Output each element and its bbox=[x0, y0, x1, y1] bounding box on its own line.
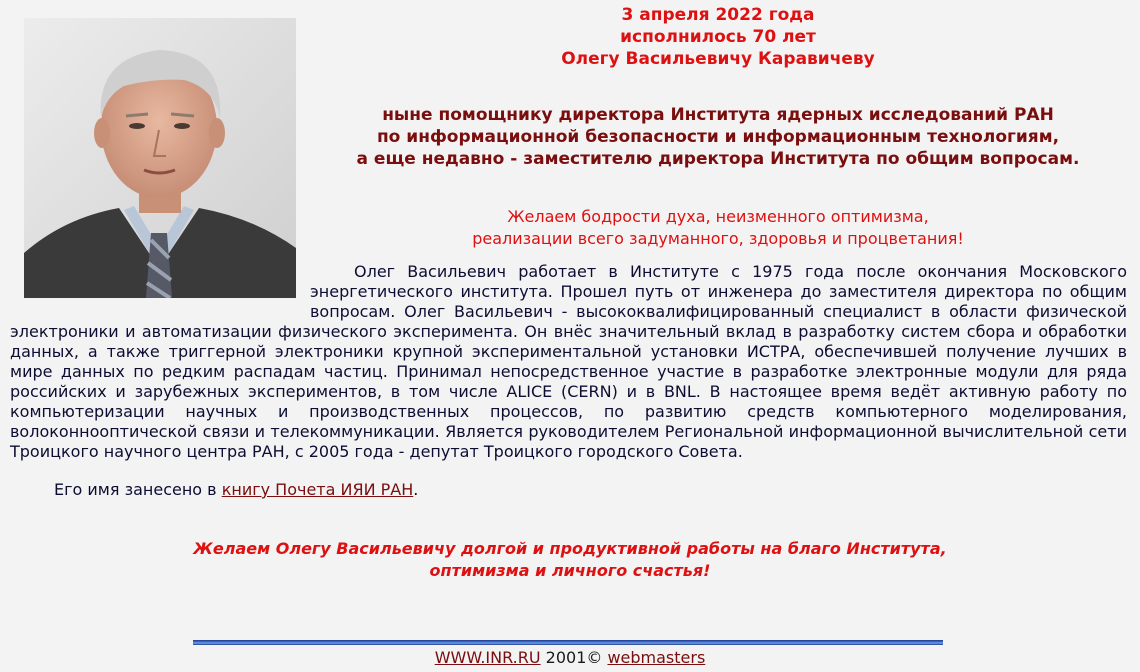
position-line-1: ныне помощнику директора Института ядерных исследований РАН bbox=[382, 105, 1054, 125]
footer bbox=[0, 648, 1140, 668]
copyright-text: 2001© bbox=[540, 648, 608, 667]
position-block bbox=[310, 104, 1126, 170]
portrait-illustration bbox=[24, 18, 296, 298]
site-link[interactable]: WWW.INR.RU bbox=[434, 648, 541, 667]
portrait-photo bbox=[24, 18, 296, 298]
final-wish-line-2: оптимизма и личного счастья! bbox=[429, 561, 711, 580]
final-wish bbox=[0, 538, 1140, 582]
webmasters-link[interactable]: webmasters bbox=[607, 648, 706, 667]
position-line-3: а еще недавно - заместителю директора Института по общим вопросам. bbox=[356, 149, 1080, 169]
heading-date: 3 апреля 2022 года bbox=[621, 5, 815, 25]
honor-book-link[interactable]: книгу Почета ИЯИ РАН bbox=[221, 480, 414, 499]
anniversary-heading bbox=[310, 4, 1126, 70]
biography bbox=[10, 262, 1127, 462]
wishes-line-1: Желаем бодрости духа, неизменного оптимизма, bbox=[507, 207, 929, 226]
footer-divider bbox=[193, 640, 943, 645]
heading-name: Олегу Васильевичу Каравичеву bbox=[561, 49, 875, 69]
honor-line bbox=[54, 480, 418, 500]
position-line-2: по информационной безопасности и информационным технологиям, bbox=[376, 127, 1060, 147]
heading-age: исполнилось 70 лет bbox=[620, 27, 816, 47]
photo-spacer bbox=[10, 262, 310, 320]
final-wish-line-1: Желаем Олегу Васильевичу долгой и продуктивной работы на благо Института, bbox=[193, 539, 947, 558]
honor-prefix: Его имя занесено в bbox=[54, 480, 222, 499]
wishes-block bbox=[310, 206, 1126, 250]
honor-suffix: . bbox=[413, 480, 419, 499]
wishes-line-2: реализации всего задуманного, здоровья и процветания! bbox=[472, 229, 964, 248]
biography-text: Олег Васильевич работает в Институте с 1975 года после окончания Московского энергетического института. Прошел путь от инженера до заместителя директора по общим вопросам. Олег Васильевич - высококвалифицированный специалист в области физической электроники и автоматизации физического эксперимента. Он внёс значительный вклад в разработку систем сбора и обработки данных, а также триггерной электроники крупной экспериментальной установки ИСТРА, обеспечившей получение лучших в мире данных по редким распадам частиц. Принимал непосредственное участие в разработке электронные модули для ряда российских и зарубежных экспериментов, в том числе ALICE (CERN) и в BNL. В настоящее время ведёт активную работу по компьютеризации научных и производственных процессов, по развитию средств компьютерного моделирования, волоконнооптической связи и телекоммуникации. Является руководителем Региональной информационной вычислительной сети Троицкого научного центра РАН, с 2005 года - депутат Троицкого городского Совета. bbox=[10, 262, 1127, 461]
